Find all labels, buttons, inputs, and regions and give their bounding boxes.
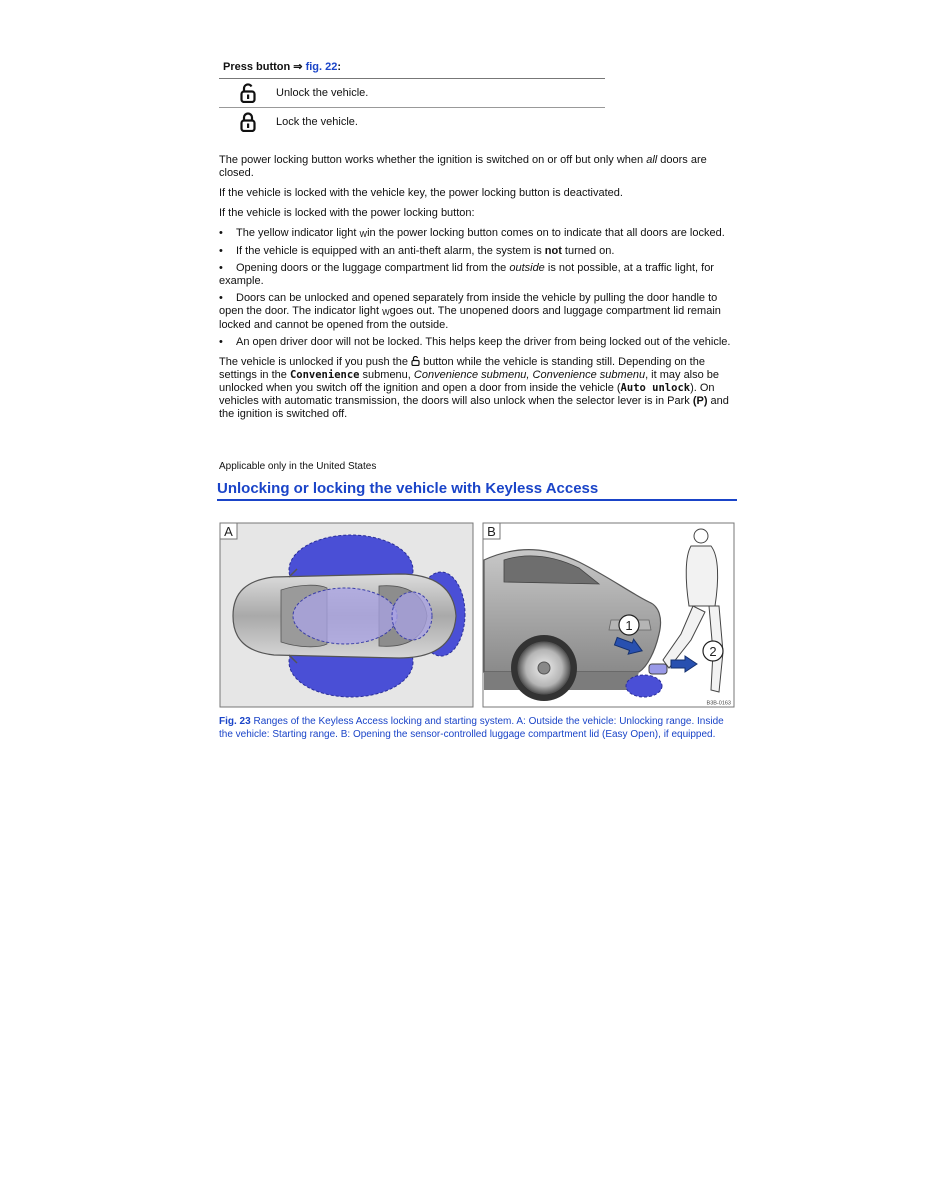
list-item: • The yellow indicator light Win the power locking button comes on to indicate that all doors are locked. (219, 227, 725, 239)
auto-unlock-label: Auto unlock (620, 382, 691, 394)
list-item: • An open driver door will not be locked. This helps keep the driver from being locked out of the vehicle. (219, 336, 731, 348)
panel-a (220, 523, 473, 707)
indicator-light-icon: W (382, 308, 390, 317)
panel-b-label: B (487, 524, 496, 539)
paragraph-button-lock: If the vehicle is locked with the power locking button: (219, 207, 475, 219)
unlock-text: Unlock the vehicle. (276, 87, 369, 99)
sensor-range (626, 675, 662, 697)
convenience-menu-label: Convenience (289, 369, 360, 381)
lock-icon (219, 112, 276, 132)
panel-b (483, 523, 734, 707)
unlock-icon (219, 83, 276, 103)
list-item: • If the vehicle is equipped with an anti-theft alarm, the system is not turned on. (219, 245, 615, 257)
svg-text:1: 1 (625, 618, 633, 633)
table-row (219, 107, 605, 136)
indicator-light-icon: W (359, 230, 368, 239)
figure-caption: Fig. 23 Ranges of the Keyless Access locking and starting system. A: Outside the vehicle: Unlocking range. Inside the vehicle: Starting range. B: Opening the sensor-controlled luggage compartment lid (Easy Open), if equipped. (219, 716, 724, 740)
lock-text: Lock the vehicle. (276, 116, 358, 128)
panel-a-label: A (224, 524, 233, 539)
fig-22-link[interactable]: fig. 22 (305, 61, 338, 73)
table-row (219, 79, 605, 107)
svg-text:2: 2 (709, 644, 717, 659)
bullet-list (219, 227, 737, 349)
list-item: • Doors can be unlocked and opened separately from inside the vehicle by pulling the door handle to open the door. The indicator light Wgoes out. The unopened doors and luggage compartment lid remain locked and cannot be opened from the outside. (219, 292, 721, 331)
press-button-instruction: Press button ⇒ fig. 22: (223, 61, 342, 73)
applicability-note: Applicable only in the United States (219, 461, 377, 472)
unlock-button-icon (411, 356, 420, 368)
list-item: • Opening doors or the luggage compartment lid from the outside is not possible, at a traffic light, for example. (219, 262, 714, 287)
manual-page (219, 60, 737, 741)
figure-number: Fig. 23 (219, 716, 251, 727)
paragraph-power-locking: The power locking button works whether the ignition is switched on or off but only when all doors are closed. (219, 154, 707, 179)
figure-23 (219, 522, 735, 708)
figure-illustration (219, 522, 735, 708)
paragraph-key-lock: If the vehicle is locked with the vehicle key, the power locking button is deactivated. (219, 187, 623, 199)
section-heading: Unlocking or locking the vehicle with Keyless Access (217, 480, 737, 501)
interior-start-range (293, 588, 397, 644)
button-function-table (219, 78, 605, 136)
paragraph-unlock-settings: The vehicle is unlocked if you push the button while the vehicle is standing still. Depending on the settings in the Convenience submenu, Convenience submenu, Convenience submenu, it may also be unlocked when you switch off the ignition and open a door from inside the vehicle (Auto unlock). On vehicles with automatic transmission, the doors will also unlock when the selector lever is in Park (P) and the ignition is switched off. (219, 356, 729, 420)
figure-code: B3B-0163 (706, 700, 731, 707)
